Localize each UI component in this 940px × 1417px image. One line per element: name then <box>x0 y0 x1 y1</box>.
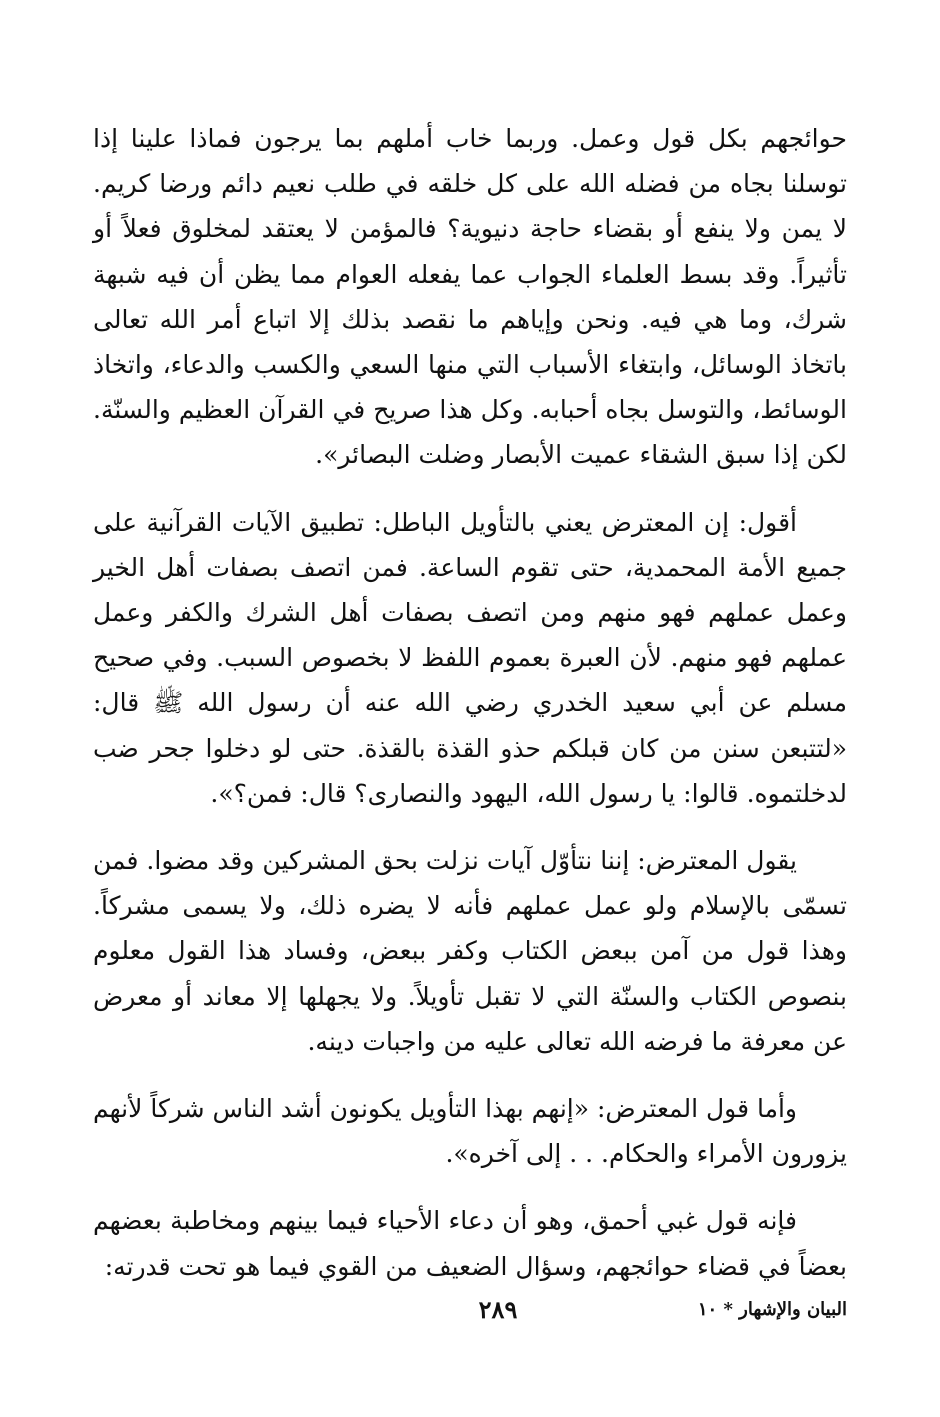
running-footer-title: البيان والإشهار * ١٠ <box>697 1299 847 1320</box>
paragraph-4: وأما قول المعترض: «إنهم بهذا التأويل يكونون أشد الناس شركاً لأنهم يزورون الأمراء والحكام. . . إلى آخره». <box>93 1094 847 1169</box>
body-text <box>93 116 847 1289</box>
paragraph-3: يقول المعترض: إننا نتأوّل آيات نزلت بحق المشركين وقد مضوا. فمن تسمّى بالإسلام ولو عمل عملهم فأنه لا يضره ذلك، ولا يسمى مشركاً. وهذا قول من آمن ببعض الكتاب وكفر ببعض، وفساد هذا القول معلوم بنصوص الكتاب والسنّة التي لا تقبل تأويلاً. ولا يجهلها إلا معاند أو معرض عن معرفة ما فرضه الله تعالى عليه من واجبات دينه. <box>93 846 847 1056</box>
paragraph-2: أقول: إن المعترض يعني بالتأويل الباطل: تطبيق الآيات القرآنية على جميع الأمة المحمدية، حتى تقوم الساعة. فمن اتصف بصفات أهل الخير وعمل عملهم فهو منهم ومن اتصف بصفات أهل الشرك والكفر وعمل عملهم فهو منهم. لأن العبرة بعموم اللفظ لا بخصوص السبب. وفي صحيح مسلم عن أبي سعيد الخدري رضي الله عنه أن رسول الله ﷺ قال: «لتتبعن سنن من كان قبلكم حذو القذة بالقذة. حتى لو دخلوا جحر ضب لدخلتموه. قالوا: يا رسول الله، اليهود والنصارى؟ قال: فمن؟». <box>93 507 847 808</box>
page-number: ٢٨٩ <box>478 1295 518 1324</box>
page-footer <box>93 1295 847 1329</box>
paragraph-1: حوائجهم بكل قول وعمل. وربما خاب أملهم بما يرجون فماذا علينا إذا توسلنا بجاه من فضله الله على كل خلقه في طلب نعيم دائم ورضا كريم. لا يمن ولا ينفع أو بقضاء حاجة دنيوية؟ فالمؤمن لا يعتقد لمخلوق فعلاً أو تأثيراً. وقد بسط العلماء الجواب عما يفعله العوام مما يظن أن فيه شبهة شرك، وما هي فيه. ونحن وإياهم ما نقصد بذلك إلا اتباع أمر الله تعالى باتخاذ الوسائل، وابتغاء الأسباب التي منها السعي والكسب والدعاء، واتخاذ الوسائط، والتوسل بجاه أحبابه. وكل هذا صريح في القرآن العظيم والسنّة. لكن إذا سبق الشقاء عميت الأبصار وضلت البصائر». <box>93 124 847 470</box>
paragraph-5: فإنه قول غبي أحمق، وهو أن دعاء الأحياء فيما بينهم ومخاطبة بعضهم بعضاً في قضاء حوائجهم، وسؤال الضعيف من القوي فيما هو تحت قدرته: <box>93 1206 847 1281</box>
